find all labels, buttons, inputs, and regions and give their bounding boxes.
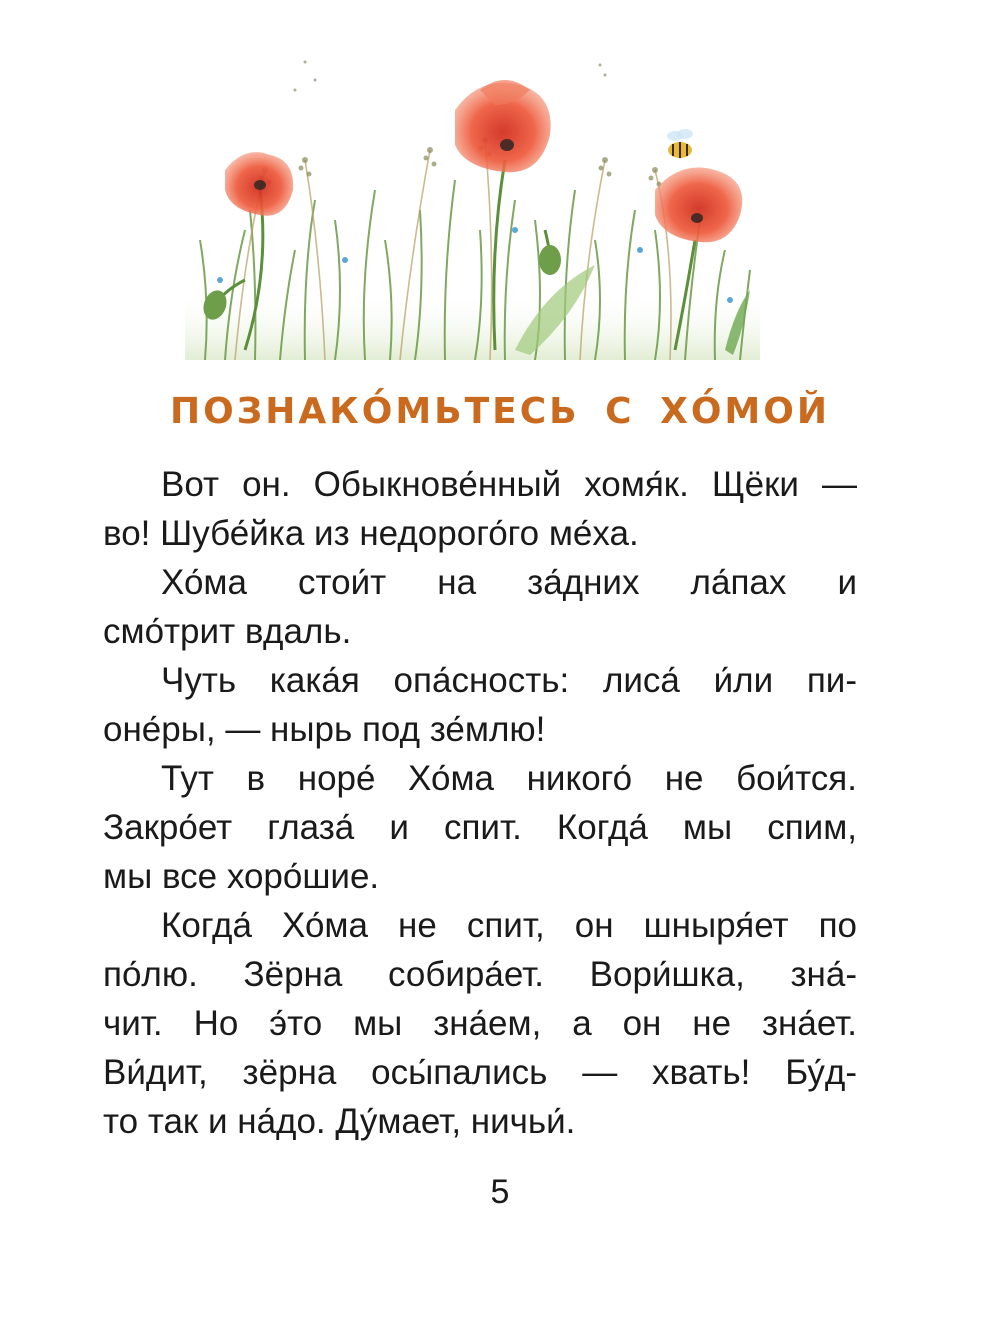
paragraph-2	[103, 558, 857, 656]
paragraph-5	[103, 901, 857, 1146]
chapter-title: ПОЗНАКО́МЬТЕСЬ С ХО́МОЙ	[169, 391, 830, 432]
paragraph-3	[103, 656, 857, 754]
text-line: то так и на́до. Ду́мает, ничьи́.	[103, 1102, 576, 1141]
text-line: мы все хоро́шие.	[103, 857, 380, 896]
page-number: 5	[490, 1173, 510, 1211]
text-line: оне́ры, — нырь под зе́млю!	[103, 710, 546, 749]
text-line: Ви́дит, зёрна осы́пались — хвать! Бу́д-	[103, 1053, 857, 1092]
poppy-field-illustration	[185, 50, 760, 370]
text-line: по́лю. Зёрна собира́ет. Вори́шка, зна́-	[103, 955, 857, 994]
text-line: чит. Но э́то мы зна́ем, а он не зна́ет.	[103, 1004, 857, 1043]
text-line: Вот он. Обыкнове́нный хомя́к. Щёки —	[161, 465, 857, 504]
text-line: Закро́ет глаза́ и спит. Когда́ мы спим,	[103, 808, 857, 847]
text-line: Чуть кака́я опа́сность: лиса́ и́ли пи-	[161, 661, 857, 700]
story-text	[103, 460, 857, 1146]
paragraph-4	[103, 754, 857, 901]
text-line: смо́трит вдаль.	[103, 612, 352, 651]
text-line: Когда́ Хо́ма не спит, он шныря́ет по	[161, 906, 857, 945]
bee-icon	[667, 129, 693, 158]
poppy-field-image	[185, 50, 760, 370]
text-line: во! Шубе́йка из недорого́го ме́ха.	[103, 514, 639, 553]
paragraph-1	[103, 460, 857, 558]
text-line: Хо́ма стои́т на за́дних ла́пах и	[161, 563, 857, 602]
text-line: Тут в норе́ Хо́ма никого́ не бои́тся.	[161, 759, 857, 798]
